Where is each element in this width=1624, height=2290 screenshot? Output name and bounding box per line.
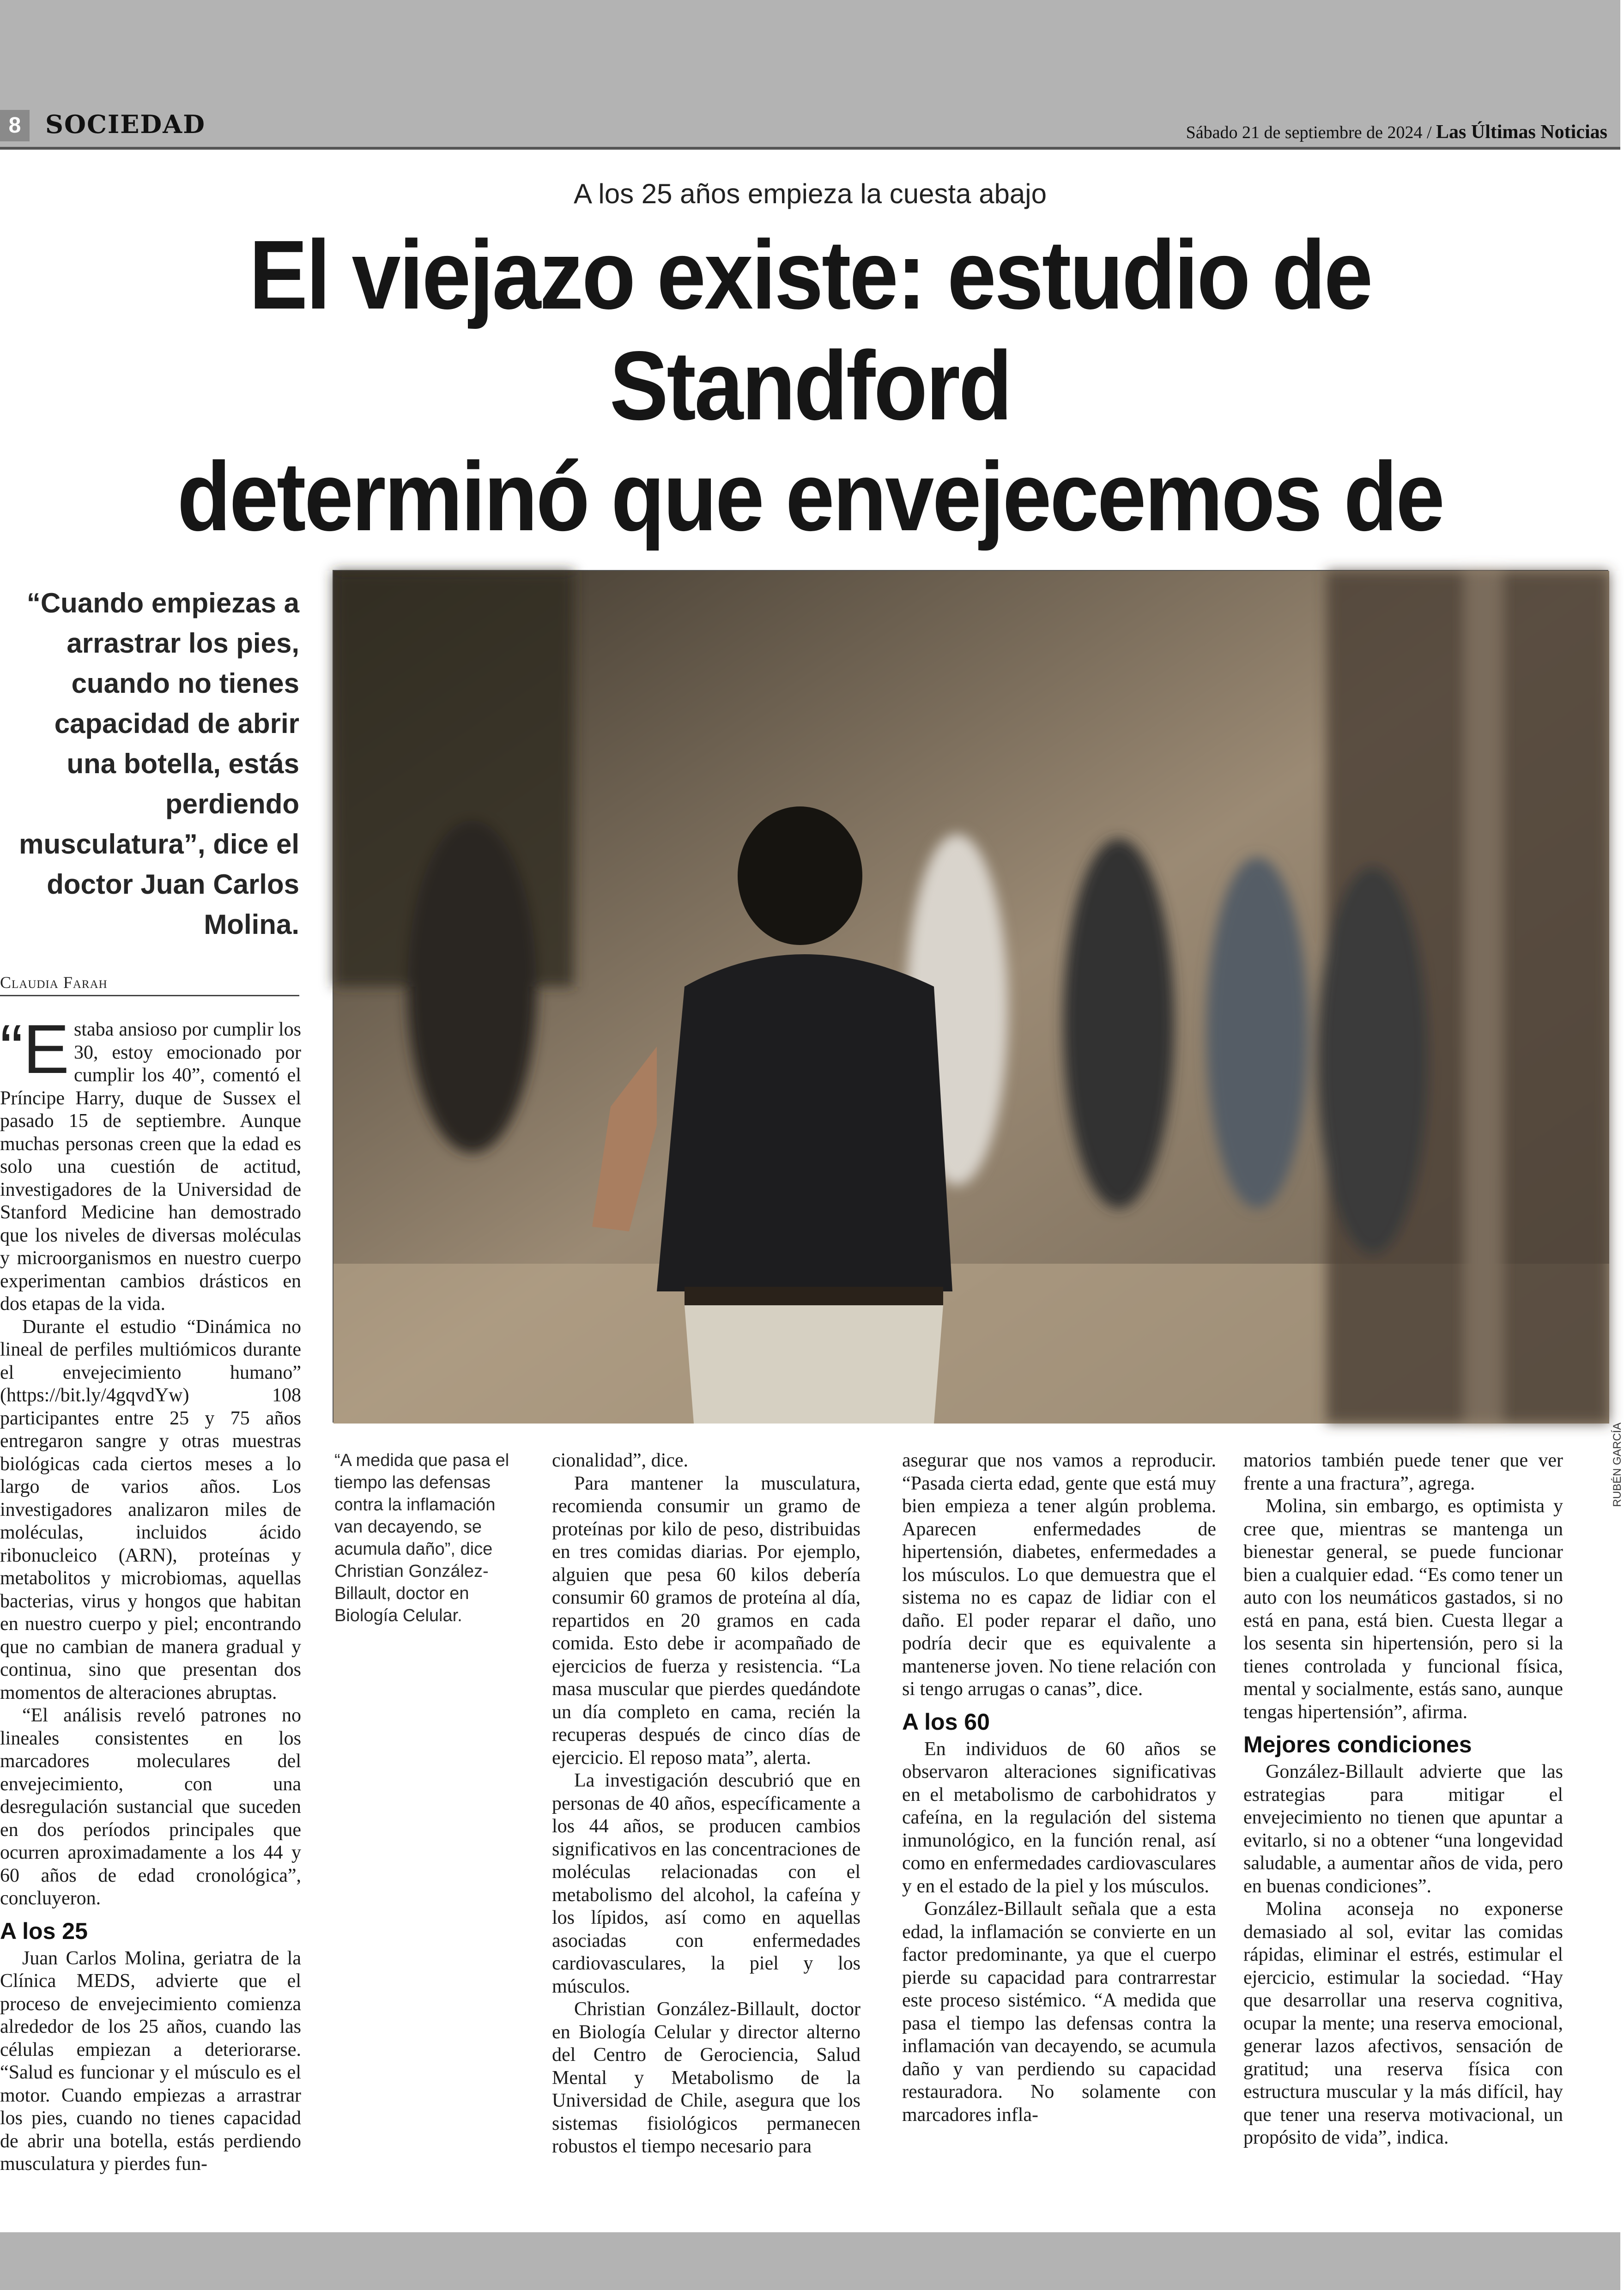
issue-date: Sábado 21 de septiembre de 2024: [1186, 123, 1423, 142]
paragraph: matorios también puede tener que ver frente a una fractura”, agrega.: [1243, 1450, 1563, 1494]
drop-cap: “E: [0, 1010, 69, 1088]
photo-illustration: [333, 571, 1609, 1424]
header-rule: [0, 147, 1620, 150]
paragraph: Juan Carlos Molina, geriatra de la Clínica MEDS, advierte que el proceso de envejecimiento comienza alrededor de los 25 años, cuando las células empiezan a deteriorarse. “Salud es funcionar y el músculo es el motor. Cuando empiezas a arrastrar los pies, cuando no tienes capacidad de abrir una botella, estás perdiendo musculatura y pierdes fun-: [0, 1947, 301, 2175]
page-number: 8: [0, 110, 30, 141]
column-1: [0, 1010, 301, 2176]
subheading: A los 60: [902, 1708, 990, 1735]
subheading: A los 25: [0, 1918, 88, 1944]
subheading: Mejores condiciones: [1243, 1732, 1472, 1757]
headline-line: determinó que envejecemos de: [177, 442, 1443, 551]
paragraph: [0, 1010, 301, 1316]
section-title: SOCIEDAD: [45, 109, 206, 139]
paragraph: González-Billault advierte que las estrategias para mitigar el envejecimiento no tienen que apuntar a evitarlo, si no a obtener “una longevidad saludable, a aumentar años de vida, pero en buenas condiciones”.: [1243, 1761, 1563, 1897]
paragraph: En individuos de 60 años se observaron alteraciones significativas en el metabolismo de carbohidratos y cafeína, en la regulación del sistema inmunológico, en la función renal, así como en enfermedades cardiovasculares y en el estado de la piel y los músculos.: [902, 1738, 1216, 1897]
byline: Claudia Farah: [0, 973, 299, 996]
paragraph: Para mantener la musculatura, recomienda consumir un gramo de proteínas por kilo de peso, distribuidas en tres comidas diarias. Por ejemplo, alguien que pesa 60 kilos debería consumir 60 gramos de proteína al día, repartidos en 20 gramos en cada comida. Esto debe ir acompañado de ejercicios de fuerza y resistencia. “La masa muscular que pierdes quedándote un día completo en cama, recién la recuperas después de cinco días de ejercicio. El reposo mata”, alerta.: [552, 1472, 860, 1769]
publication-name: Las Últimas Noticias: [1436, 121, 1607, 143]
paragraph: Molina, sin embargo, es optimista y cree que, mientras se mantenga un bienestar general, se puede funcionar bien a cualquier edad. “Es como tener un auto con los neumáticos gastados, si no está en pana, está bien. Cuesta llegar a los sesenta sin hipertensión, pero si la tienes controlada y funcional física, mental y socialmente, estás sano, aunque tengas hipertensión”, afirma.: [1243, 1496, 1563, 1723]
paragraph: González-Billault señala que a esta edad, la inflamación se convierte en un factor predominante, ya que el cuerpo pierde su capacidad para contrarrestar este proceso sistémico. “A medida que pasa el tiempo las defensas contra la inflamación van decayendo, se acumula daño y van perdiendo su capacidad restauradora. No solamente con marcadores infla-: [902, 1898, 1216, 2126]
paragraph: asegurar que nos vamos a reproducir. “Pasada cierta edad, gente que está muy bien empieza a tener algún problema. Aparecen enfermedades de hipertensión, diabetes, enfermedades a los músculos. Lo que demuestra que el sistema no es capaz de lidiar con el daño. El poder reparar el daño, uno podría decir que es equivalente a mantenerse joven. No tiene relación con si tengo arrugas o canas”, dice.: [902, 1450, 1216, 1700]
photo-credit: RUBÉN GARCÍA: [1611, 1423, 1624, 1507]
dateline: [1186, 118, 1607, 146]
headline-line: El viejazo existe: estudio de Standford: [249, 220, 1371, 440]
column-3: [902, 1449, 1216, 2126]
paragraph: Christian González-Billault, doctor en Biología Celular y director alterno del Centro de Gerociencia, Salud Mental y Metabolismo de la Universidad de Chile, asegura que los sistemas fisiológicos permanecen robustos el tiempo necesario para: [552, 1999, 860, 2157]
column-2: [552, 1449, 860, 2158]
paragraph: “El análisis reveló patrones no lineales consistentes en los marcadores moleculares del envejecimiento, con una desregulación sustancial que suceden en dos períodos principales que ocurren aproximadamente a los 44 y 60 años de edad cronológica”, concluyeron.: [0, 1705, 301, 1909]
pull-quote: “Cuando empiezas a arrastrar los pies, cuando no tienes capacidad de abrir una botella, estás perdiendo musculatura”, dice el doctor Juan Carlos Molina.: [19, 588, 299, 940]
paragraph: Molina aconseja no exponerse demasiado al sol, evitar las comidas rápidas, eliminar el estrés, estimular el ejercicio, estimular la sociedad. “Hay que desarrollar una reserva cognitiva, ocupar la mente; una reserva emocional, generar lazos afectivos, sensación de gratitud; una reserva física con estructura muscular y la más difícil, hay que tener una reserva motivacional, un propósito de vida”, indica.: [1243, 1898, 1563, 2148]
paragraph: Durante el estudio “Dinámica no lineal de perfiles multiómicos durante el envejecimiento humano” (https://bit.ly/4gqvdYw) 108 participantes entre 25 y 75 años entregaron sangre y otras muestras biológicas cada ciertos meses a lo largo de varios años. Los investigadores analizaron miles de moléculas, incluidos ácido ribonucleico (ARN), proteínas y metabolitos y microbiomas, aquellas bacterias, virus y hongos que habitan en nuestro cuerpo y piel; encontrando que no cambian de manera gradual y continua, sino que presentan dos momentos de alteraciones abruptas.: [0, 1316, 301, 1703]
bottom-band: [0, 2232, 1620, 2290]
dateline-separator: /: [1422, 123, 1436, 142]
kicker: A los 25 años empieza la cuesta abajo: [573, 178, 1047, 209]
article-photo: [333, 570, 1608, 1423]
column-4: [1243, 1449, 1563, 2150]
paragraph-text: staba ansioso por cumplir los 30, estoy emocionado por cumplir los 40”, comentó el Príncipe Harry, duque de Sussex el pasado 15 de septiembre. Aunque muchas personas creen que la edad es solo una cuestión de actitud, investigadores de la Universidad de Stanford Medicine han demostrado que los niveles de diversas moléculas y microorganismos en nuestro cuerpo experimentan cambios drásticos en dos etapas de la vida.: [0, 1019, 301, 1315]
paragraph: cionalidad”, dice.: [552, 1450, 689, 1471]
photo-caption: “A medida que pasa el tiempo las defensas contra la inflamación van decayendo, se acumula daño”, dice Christian González-Billault, doctor en Biología Celular.: [334, 1451, 509, 1625]
paragraph: La investigación descubrió que en personas de 40 años, específicamente a los 44 años, se producen cambios significativos en las concentraciones de moléculas relacionadas con el metabolismo del alcohol, la cafeína y los lípidos, así como en aquellas asociadas con enfermedades cardiovasculares, la piel y los músculos.: [552, 1770, 860, 1997]
